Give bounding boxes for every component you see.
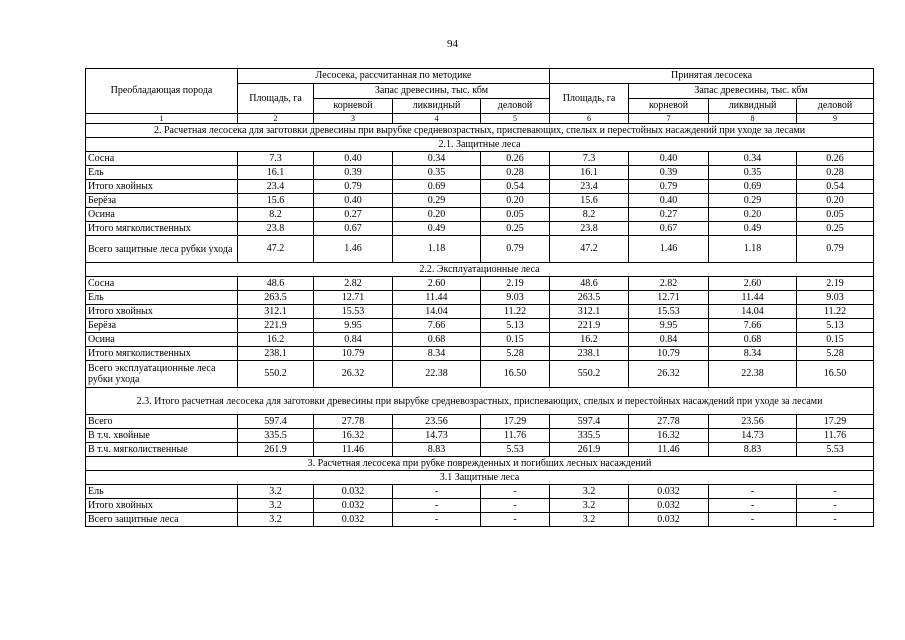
section-row — [86, 124, 874, 138]
value-cell: 23.56 — [393, 415, 481, 429]
value-cell: 5.13 — [481, 319, 550, 333]
value-cell: 9.95 — [314, 319, 393, 333]
header-area-method: Площадь, га — [238, 84, 314, 114]
value-cell: 0.79 — [629, 180, 709, 194]
value-cell: 3.2 — [238, 499, 314, 513]
value-cell: 48.6 — [550, 277, 629, 291]
value-cell: - — [481, 485, 550, 499]
value-cell: - — [797, 485, 874, 499]
table-row — [86, 208, 874, 222]
value-cell: 312.1 — [550, 305, 629, 319]
value-cell: 11.46 — [629, 443, 709, 457]
column-number: 2 — [238, 114, 314, 124]
value-cell: 3.2 — [550, 485, 629, 499]
species-cell: Сосна — [86, 152, 238, 166]
value-cell: 16.50 — [481, 361, 550, 388]
value-cell: 550.2 — [550, 361, 629, 388]
value-cell: 27.78 — [629, 415, 709, 429]
value-cell: 12.71 — [629, 291, 709, 305]
value-cell: 9.03 — [797, 291, 874, 305]
value-cell: 2.19 — [797, 277, 874, 291]
table-row — [86, 499, 874, 513]
value-cell: 5.28 — [797, 347, 874, 361]
forest-cutting-table — [85, 68, 874, 527]
table-row — [86, 513, 874, 527]
value-cell: 15.53 — [314, 305, 393, 319]
value-cell: 335.5 — [550, 429, 629, 443]
value-cell: 23.8 — [550, 222, 629, 236]
table-row — [86, 152, 874, 166]
column-number: 8 — [709, 114, 797, 124]
subsection-row — [86, 138, 874, 152]
value-cell: 0.25 — [481, 222, 550, 236]
value-cell: 2.60 — [709, 277, 797, 291]
header-business-accepted: деловой — [797, 99, 874, 114]
value-cell: 0.15 — [481, 333, 550, 347]
value-cell: 16.1 — [238, 166, 314, 180]
value-cell: 26.32 — [629, 361, 709, 388]
species-cell: В т.ч. хвойные — [86, 429, 238, 443]
value-cell: 11.46 — [314, 443, 393, 457]
value-cell: 0.68 — [393, 333, 481, 347]
value-cell: 0.35 — [709, 166, 797, 180]
subsection-title: 2.3. Итого расчетная лесосека для заготовки древесины при вырубке средневозрастных, приспевающих, спелых и перестойных насаждений при уходе за лесами — [86, 388, 874, 415]
header-root-method: корневой — [314, 99, 393, 114]
value-cell: 3.2 — [238, 485, 314, 499]
value-cell: 22.38 — [393, 361, 481, 388]
value-cell: 0.032 — [629, 513, 709, 527]
value-cell: 0.79 — [797, 236, 874, 263]
value-cell: 5.13 — [797, 319, 874, 333]
value-cell: 8.2 — [550, 208, 629, 222]
value-cell: 597.4 — [238, 415, 314, 429]
table-row — [86, 415, 874, 429]
species-cell: Ель — [86, 166, 238, 180]
value-cell: 335.5 — [238, 429, 314, 443]
value-cell: 27.78 — [314, 415, 393, 429]
value-cell: 550.2 — [238, 361, 314, 388]
table-row — [86, 236, 874, 263]
value-cell: 0.35 — [393, 166, 481, 180]
species-cell: Осина — [86, 333, 238, 347]
value-cell: 2.82 — [629, 277, 709, 291]
header-group-method: Лесосека, рассчитанная по методике — [238, 69, 550, 84]
value-cell: - — [797, 499, 874, 513]
value-cell: 261.9 — [550, 443, 629, 457]
value-cell: 0.25 — [797, 222, 874, 236]
value-cell: 14.73 — [709, 429, 797, 443]
subsection-row — [86, 388, 874, 415]
value-cell: 3.2 — [238, 513, 314, 527]
value-cell: 597.4 — [550, 415, 629, 429]
value-cell: 11.22 — [797, 305, 874, 319]
value-cell: 0.05 — [797, 208, 874, 222]
subsection-title: 3.1 Защитные леса — [86, 471, 874, 485]
value-cell: 7.3 — [550, 152, 629, 166]
value-cell: 11.76 — [797, 429, 874, 443]
table-row — [86, 443, 874, 457]
value-cell: 0.34 — [393, 152, 481, 166]
value-cell: 16.2 — [238, 333, 314, 347]
table-row — [86, 333, 874, 347]
value-cell: 0.032 — [629, 485, 709, 499]
value-cell: 263.5 — [238, 291, 314, 305]
value-cell: 17.29 — [481, 415, 550, 429]
value-cell: 10.79 — [314, 347, 393, 361]
value-cell: 0.84 — [629, 333, 709, 347]
value-cell: 2.19 — [481, 277, 550, 291]
header-liquid-accepted: ликвидный — [709, 99, 797, 114]
value-cell: 26.32 — [314, 361, 393, 388]
value-cell: 11.22 — [481, 305, 550, 319]
value-cell: 11.76 — [481, 429, 550, 443]
value-cell: 1.46 — [314, 236, 393, 263]
table-row — [86, 180, 874, 194]
header-stock-accepted: Запас древесины, тыс. кбм — [629, 84, 874, 99]
value-cell: 14.73 — [393, 429, 481, 443]
value-cell: 0.032 — [314, 499, 393, 513]
value-cell: 5.53 — [481, 443, 550, 457]
value-cell: 0.05 — [481, 208, 550, 222]
value-cell: 23.8 — [238, 222, 314, 236]
value-cell: 0.40 — [314, 152, 393, 166]
species-cell: Ель — [86, 291, 238, 305]
column-number-row — [86, 114, 874, 124]
subsection-row — [86, 263, 874, 277]
value-cell: 0.54 — [481, 180, 550, 194]
value-cell: - — [709, 485, 797, 499]
header-group-accepted: Принятая лесосека — [550, 69, 874, 84]
value-cell: 0.28 — [481, 166, 550, 180]
value-cell: - — [481, 499, 550, 513]
header-area-accepted: Площадь, га — [550, 84, 629, 114]
value-cell: 14.04 — [709, 305, 797, 319]
header-row-1 — [86, 69, 874, 84]
value-cell: 0.26 — [797, 152, 874, 166]
column-number: 4 — [393, 114, 481, 124]
value-cell: 9.03 — [481, 291, 550, 305]
table-row — [86, 277, 874, 291]
value-cell: 7.66 — [393, 319, 481, 333]
value-cell: 7.3 — [238, 152, 314, 166]
species-cell: В т.ч. мягколиственные — [86, 443, 238, 457]
value-cell: 0.40 — [629, 152, 709, 166]
value-cell: 2.60 — [393, 277, 481, 291]
value-cell: 1.46 — [629, 236, 709, 263]
value-cell: 8.2 — [238, 208, 314, 222]
header-stock-method: Запас древесины, тыс. кбм — [314, 84, 550, 99]
value-cell: 0.34 — [709, 152, 797, 166]
table-row — [86, 361, 874, 388]
value-cell: 312.1 — [238, 305, 314, 319]
header-liquid-method: ликвидный — [393, 99, 481, 114]
value-cell: 0.032 — [314, 485, 393, 499]
value-cell: 23.56 — [709, 415, 797, 429]
value-cell: 9.95 — [629, 319, 709, 333]
column-number: 3 — [314, 114, 393, 124]
value-cell: 0.39 — [629, 166, 709, 180]
value-cell: 0.20 — [709, 208, 797, 222]
value-cell: 11.44 — [393, 291, 481, 305]
value-cell: 1.18 — [709, 236, 797, 263]
value-cell: 0.29 — [393, 194, 481, 208]
subsection-row — [86, 471, 874, 485]
value-cell: 8.34 — [709, 347, 797, 361]
value-cell: 261.9 — [238, 443, 314, 457]
value-cell: 0.29 — [709, 194, 797, 208]
value-cell: 0.49 — [393, 222, 481, 236]
value-cell: 0.69 — [709, 180, 797, 194]
value-cell: 0.67 — [314, 222, 393, 236]
species-cell: Всего защитные леса — [86, 513, 238, 527]
column-number: 9 — [797, 114, 874, 124]
value-cell: 23.4 — [550, 180, 629, 194]
column-number: 6 — [550, 114, 629, 124]
value-cell: 0.39 — [314, 166, 393, 180]
value-cell: 0.68 — [709, 333, 797, 347]
value-cell: 0.20 — [797, 194, 874, 208]
value-cell: 221.9 — [550, 319, 629, 333]
value-cell: 0.20 — [481, 194, 550, 208]
value-cell: 1.18 — [393, 236, 481, 263]
value-cell: 14.04 — [393, 305, 481, 319]
value-cell: 221.9 — [238, 319, 314, 333]
value-cell: 47.2 — [238, 236, 314, 263]
table-row — [86, 319, 874, 333]
table-row — [86, 305, 874, 319]
value-cell: 0.27 — [629, 208, 709, 222]
value-cell: 16.1 — [550, 166, 629, 180]
species-cell: Всего защитные леса рубки ухода — [86, 236, 238, 263]
value-cell: 3.2 — [550, 513, 629, 527]
value-cell: 47.2 — [550, 236, 629, 263]
value-cell: 0.67 — [629, 222, 709, 236]
value-cell: 11.44 — [709, 291, 797, 305]
value-cell: 0.26 — [481, 152, 550, 166]
section-row — [86, 457, 874, 471]
value-cell: 263.5 — [550, 291, 629, 305]
value-cell: - — [393, 485, 481, 499]
column-number: 1 — [86, 114, 238, 124]
value-cell: 8.83 — [393, 443, 481, 457]
page-number: 94 — [447, 38, 458, 50]
value-cell: - — [709, 499, 797, 513]
value-cell: - — [393, 499, 481, 513]
species-cell: Сосна — [86, 277, 238, 291]
section-title: 3. Расчетная лесосека при рубке поврежденных и погибших лесных насаждений — [86, 457, 874, 471]
value-cell: 15.6 — [550, 194, 629, 208]
value-cell: 0.40 — [314, 194, 393, 208]
value-cell: 0.79 — [481, 236, 550, 263]
table-row — [86, 429, 874, 443]
value-cell: 5.28 — [481, 347, 550, 361]
species-cell: Итого хвойных — [86, 180, 238, 194]
species-cell: Всего эксплуатационные леса рубки ухода — [86, 361, 238, 388]
value-cell: - — [481, 513, 550, 527]
table-row — [86, 485, 874, 499]
table-row — [86, 347, 874, 361]
species-cell: Итого хвойных — [86, 305, 238, 319]
subsection-title: 2.1. Защитные леса — [86, 138, 874, 152]
value-cell: 238.1 — [238, 347, 314, 361]
species-cell: Итого хвойных — [86, 499, 238, 513]
value-cell: 15.53 — [629, 305, 709, 319]
value-cell: 3.2 — [550, 499, 629, 513]
value-cell: 0.79 — [314, 180, 393, 194]
value-cell: 0.54 — [797, 180, 874, 194]
value-cell: 7.66 — [709, 319, 797, 333]
species-cell: Осина — [86, 208, 238, 222]
section-title: 2. Расчетная лесосека для заготовки древесины при вырубке средневозрастных, приспевающих, спелых и перестойных насаждений при уходе за лесами — [86, 124, 874, 138]
value-cell: 23.4 — [238, 180, 314, 194]
value-cell: 8.83 — [709, 443, 797, 457]
value-cell: 12.71 — [314, 291, 393, 305]
table-row — [86, 222, 874, 236]
value-cell: - — [797, 513, 874, 527]
table-row — [86, 291, 874, 305]
value-cell: 0.69 — [393, 180, 481, 194]
value-cell: 48.6 — [238, 277, 314, 291]
value-cell: 16.2 — [550, 333, 629, 347]
value-cell: 10.79 — [629, 347, 709, 361]
value-cell: 0.032 — [629, 499, 709, 513]
value-cell: 0.15 — [797, 333, 874, 347]
value-cell: 15.6 — [238, 194, 314, 208]
value-cell: 16.32 — [629, 429, 709, 443]
species-cell: Берёза — [86, 194, 238, 208]
value-cell: 0.27 — [314, 208, 393, 222]
species-cell: Всего — [86, 415, 238, 429]
species-cell: Ель — [86, 485, 238, 499]
table-row — [86, 194, 874, 208]
column-number: 5 — [481, 114, 550, 124]
table-body — [86, 69, 874, 527]
value-cell: 0.49 — [709, 222, 797, 236]
value-cell: 0.84 — [314, 333, 393, 347]
value-cell: 16.50 — [797, 361, 874, 388]
species-cell: Итого мягколиственных — [86, 222, 238, 236]
value-cell: 22.38 — [709, 361, 797, 388]
species-cell: Берёза — [86, 319, 238, 333]
value-cell: 8.34 — [393, 347, 481, 361]
species-cell: Итого мягколиственных — [86, 347, 238, 361]
value-cell: 16.32 — [314, 429, 393, 443]
subsection-title: 2.2. Эксплуатационные леса — [86, 263, 874, 277]
value-cell: 2.82 — [314, 277, 393, 291]
value-cell: 0.28 — [797, 166, 874, 180]
header-business-method: деловой — [481, 99, 550, 114]
value-cell: 238.1 — [550, 347, 629, 361]
value-cell: 0.20 — [393, 208, 481, 222]
value-cell: 17.29 — [797, 415, 874, 429]
value-cell: 0.40 — [629, 194, 709, 208]
header-root-accepted: корневой — [629, 99, 709, 114]
value-cell: 0.032 — [314, 513, 393, 527]
value-cell: - — [393, 513, 481, 527]
table-row — [86, 166, 874, 180]
header-species: Преобладающая порода — [86, 69, 238, 114]
value-cell: 5.53 — [797, 443, 874, 457]
value-cell: - — [709, 513, 797, 527]
column-number: 7 — [629, 114, 709, 124]
